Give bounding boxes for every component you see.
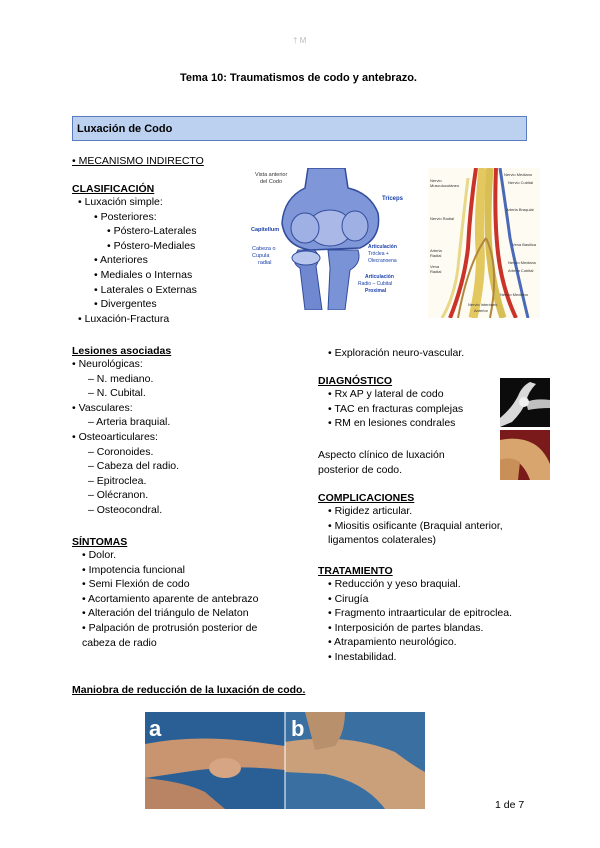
svg-text:Cabeza o: Cabeza o [252, 246, 276, 252]
diagnostico-heading: DIAGNÓSTICO [318, 375, 393, 387]
svg-text:Olecranoena: Olecranoena [368, 258, 397, 264]
list-item: • Palpación de protrusión posterior de [82, 621, 258, 634]
sintomas-section [72, 536, 258, 650]
elbow-nerves-illustration [428, 168, 540, 318]
list-item: • Osteoarticulares: [72, 430, 158, 443]
svg-text:Articulación: Articulación [365, 274, 394, 280]
tratamiento-section [318, 565, 512, 665]
svg-text:Proximal: Proximal [365, 288, 387, 294]
list-item: • Posteriores: [94, 210, 157, 223]
svg-text:Nervio Mediano: Nervio Mediano [500, 292, 529, 297]
svg-text:Nervio Cubital: Nervio Cubital [508, 180, 534, 185]
clasificacion-heading: CLASIFICACIÓN [72, 183, 155, 195]
list-item: • Miositis osificante (Braquial anterior, [328, 519, 503, 532]
list-item: • Rx AP y lateral de codo [328, 388, 444, 400]
svg-text:Vena: Vena [430, 264, 440, 269]
list-item: – Epitroclea. [88, 474, 147, 487]
svg-text:Capitellum: Capitellum [251, 227, 280, 233]
list-item: ligamentos colaterales) [328, 534, 436, 547]
list-item: • Acortamiento aparente de antebrazo [82, 592, 259, 605]
svg-text:Nervio Interóseo: Nervio Interóseo [468, 302, 498, 307]
list-item: – Olécranon. [88, 489, 149, 502]
sintomas-heading: SÍNTOMAS [72, 536, 128, 548]
complicaciones-list [318, 504, 503, 548]
list-item: cabeza de radio [82, 636, 157, 649]
elbow-bones-illustration [250, 168, 410, 310]
exploracion-item: • Exploración neuro-vascular. [328, 347, 465, 359]
complicaciones-heading: COMPLICACIONES [318, 492, 415, 504]
svg-text:Nervio Radial: Nervio Radial [430, 216, 455, 221]
lesiones-section [72, 345, 179, 518]
list-item: • TAC en fracturas complejas [328, 402, 464, 415]
tratamiento-list [318, 577, 512, 665]
svg-text:Vena Basilica: Vena Basilica [512, 242, 537, 247]
page-number: 1 de 7 [495, 799, 525, 811]
clasificacion-section [72, 183, 197, 326]
header-mark: † M [293, 36, 307, 45]
complicaciones-section [318, 492, 503, 548]
diagnostico-section [318, 375, 463, 431]
xray-photo [500, 378, 550, 427]
list-item: • Cirugía [328, 592, 369, 605]
mecanismo-indirecto: • MECANISMO INDIRECTO [72, 155, 204, 167]
list-item: • Atrapamiento neurológico. [328, 636, 457, 649]
svg-text:Vista anterior: Vista anterior [255, 172, 288, 178]
list-item: • Impotencia funcional [82, 563, 185, 576]
list-item: • Alteración del triángulo de Nelaton [82, 607, 249, 620]
svg-text:Nervio: Nervio [430, 178, 442, 183]
lesiones-heading: Lesiones asociadas [72, 345, 172, 357]
tratamiento-heading: TRATAMIENTO [318, 565, 393, 577]
list-item: – Cabeza del radio. [88, 460, 180, 473]
lesiones-list [72, 357, 179, 518]
list-item: – N. mediano. [88, 372, 154, 385]
list-item: • Luxación simple: [78, 196, 163, 208]
list-item: • Laterales o Externas [94, 283, 197, 296]
list-item: • Póstero-Laterales [107, 225, 197, 238]
svg-text:radial: radial [258, 260, 272, 266]
list-item: – Arteria braquial. [88, 416, 171, 429]
reduction-photos [145, 712, 425, 809]
svg-text:Musculocutáneo: Musculocutáneo [430, 183, 460, 188]
list-item: • Interposición de partes blandas. [328, 621, 484, 634]
maniobra-heading: Maniobra de reducción de la luxación de codo. [72, 684, 306, 696]
svg-text:Arteria Cubital: Arteria Cubital [508, 268, 534, 273]
list-item: • Luxación-Fractura [78, 312, 170, 325]
list-item: • Dolor. [82, 549, 117, 561]
list-item: • Inestabilidad. [328, 650, 397, 663]
svg-text:Radio – Cubital: Radio – Cubital [358, 281, 393, 287]
aspecto-line: posterior de codo. [318, 463, 403, 476]
list-item: • Póstero-Mediales [107, 239, 196, 252]
list-item: • Reducción y yeso braquial. [328, 578, 461, 590]
sintomas-list [72, 548, 258, 650]
svg-text:Articulación: Articulación [368, 244, 397, 250]
svg-text:Arteria: Arteria [430, 248, 442, 253]
clinical-photo [500, 430, 550, 480]
svg-text:Arteria Braquial: Arteria Braquial [506, 207, 534, 212]
list-item: – N. Cubital. [88, 387, 146, 400]
svg-text:Nervio Mediano: Nervio Mediano [504, 172, 533, 177]
list-item: • Divergentes [94, 298, 157, 311]
photo-label-b: b [291, 716, 305, 741]
svg-text:Cupula: Cupula [252, 253, 270, 259]
aspecto-clinico-text [318, 448, 445, 477]
list-item: • Fragmento intraarticular de epitroclea. [328, 607, 513, 620]
list-item: • Anteriores [94, 254, 148, 267]
page-title: Tema 10: Traumatismos de codo y antebrazo. [180, 72, 417, 84]
list-item: – Coronoides. [88, 445, 154, 458]
svg-text:del Codo: del Codo [260, 179, 283, 185]
list-item: – Osteocondral. [88, 503, 163, 516]
diagnostico-list [318, 387, 463, 431]
svg-text:Nervio Mediano: Nervio Mediano [508, 260, 537, 265]
list-item: • Rigidez articular. [328, 505, 413, 517]
svg-text:Tríceps: Tríceps [382, 196, 404, 202]
list-item: • RM en lesiones condrales [328, 417, 456, 430]
list-item: • Neurológicas: [72, 358, 143, 370]
clasificacion-list [72, 195, 197, 326]
list-item: • Mediales o Internas [94, 268, 193, 281]
svg-text:Radial: Radial [430, 269, 442, 274]
svg-text:Tróclea +: Tróclea + [368, 251, 389, 257]
section-bar: Luxación de Codo [72, 116, 527, 141]
list-item: • Vasculares: [72, 401, 133, 414]
photo-label-a: a [149, 716, 162, 741]
svg-text:Radial: Radial [430, 253, 442, 258]
svg-text:Anterior: Anterior [474, 308, 489, 313]
list-item: • Semi Flexión de codo [82, 578, 190, 591]
aspecto-line: Aspecto clínico de luxación [318, 449, 445, 461]
